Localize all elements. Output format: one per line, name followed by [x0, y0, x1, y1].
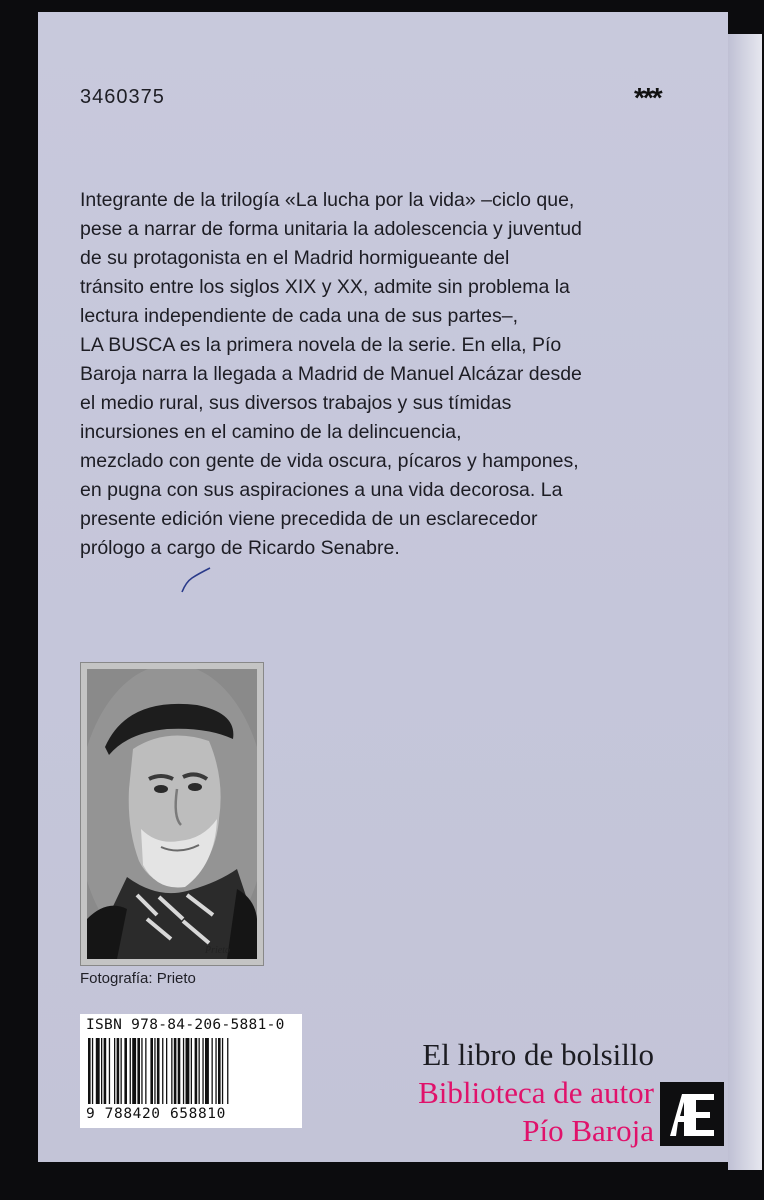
alianza-editorial-logo-icon: [660, 1082, 724, 1146]
barcode-bar: [145, 1038, 146, 1104]
synopsis-line: en pugna con sus aspiraciones a una vida decorosa. La: [80, 479, 563, 501]
author-photo-frame: [80, 662, 264, 966]
barcode-bar: [227, 1038, 228, 1104]
collection-name: El libro de bolsillo: [422, 1037, 654, 1072]
barcode-bar: [117, 1038, 120, 1104]
photographer-signature: Prieto: [205, 945, 230, 956]
isbn-label: ISBN 978-84-206-5881-0: [86, 1017, 285, 1033]
series-name: Biblioteca de autor: [418, 1075, 654, 1110]
barcode-bar: [150, 1038, 153, 1104]
barcode-bar: [154, 1038, 155, 1104]
barcode-bar: [104, 1038, 107, 1104]
photo-credit: Fotografía: Prieto: [80, 970, 196, 987]
synopsis-line: Baroja narra la llegada a Madrid de Manuel Alcázar desde: [80, 363, 582, 385]
barcode-bar: [166, 1038, 167, 1104]
synopsis-line: lectura independiente de cada una de sus partes–,: [80, 305, 518, 327]
barcode-digits: 9 788420 658810: [86, 1106, 226, 1122]
back-cover: [38, 12, 728, 1162]
pen-mark: [180, 564, 220, 594]
barcode-bars: [86, 1038, 296, 1106]
barcode-bar: [88, 1038, 91, 1104]
barcode-bar: [215, 1038, 216, 1104]
barcode-bar: [162, 1038, 163, 1104]
publisher-imprint: [328, 1036, 654, 1150]
barcode-bar: [137, 1038, 140, 1104]
difficulty-mark: ***: [634, 82, 661, 113]
barcode-bar: [157, 1038, 160, 1104]
synopsis-line: de su protagonista en el Madrid hormigueante del: [80, 247, 510, 269]
barcode-bar: [171, 1038, 172, 1104]
synopsis-line: tránsito entre los siglos XIX y XX, admite sin problema la: [80, 276, 570, 298]
barcode-bar: [101, 1038, 102, 1104]
barcode-bar: [191, 1038, 192, 1104]
barcode-bar: [132, 1038, 136, 1104]
synopsis-line: incursiones en el camino de la delincuencia,: [80, 421, 462, 443]
barcode-bar: [124, 1038, 127, 1104]
author-series: Pío Baroja: [522, 1113, 654, 1148]
author-portrait: [87, 669, 257, 959]
barcode-bar: [222, 1038, 223, 1104]
barcode-bar: [178, 1038, 181, 1104]
synopsis-text: [80, 186, 700, 563]
barcode-bar: [121, 1038, 122, 1104]
barcode-bar: [186, 1038, 190, 1104]
barcode-bar: [199, 1038, 200, 1104]
synopsis-line: pese a narrar de forma unitaria la adolescencia y juventud: [80, 218, 582, 240]
barcode-bar: [212, 1038, 213, 1104]
barcode-bar: [218, 1038, 221, 1104]
barcode-bar: [202, 1038, 203, 1104]
barcode: [80, 1014, 302, 1128]
synopsis-line: LA BUSCA es la primera novela de la serie. En ella, Pío: [80, 334, 562, 356]
portrait-illustration: [87, 669, 257, 959]
barcode-bar: [141, 1038, 142, 1104]
synopsis-line: el medio rural, sus diversos trabajos y sus tímidas: [80, 392, 512, 414]
book-spine-edge: [728, 34, 762, 1170]
barcode-bar: [183, 1038, 184, 1104]
barcode-bar: [205, 1038, 209, 1104]
barcode-bar: [130, 1038, 131, 1104]
barcode-bar: [109, 1038, 110, 1104]
synopsis-line: Integrante de la trilogía «La lucha por la vida» –ciclo que,: [80, 189, 575, 211]
barcode-bar: [92, 1038, 93, 1104]
barcode-bar: [195, 1038, 198, 1104]
barcode-bar: [96, 1038, 100, 1104]
barcode-bar: [174, 1038, 177, 1104]
synopsis-line: presente edición viene precedida de un esclarecedor: [80, 508, 538, 530]
catalog-number: 3460375: [80, 86, 165, 108]
synopsis-line: prólogo a cargo de Ricardo Senabre.: [80, 537, 400, 559]
synopsis-line: mezclado con gente de vida oscura, pícaros y hampones,: [80, 450, 579, 472]
barcode-bar: [114, 1038, 115, 1104]
